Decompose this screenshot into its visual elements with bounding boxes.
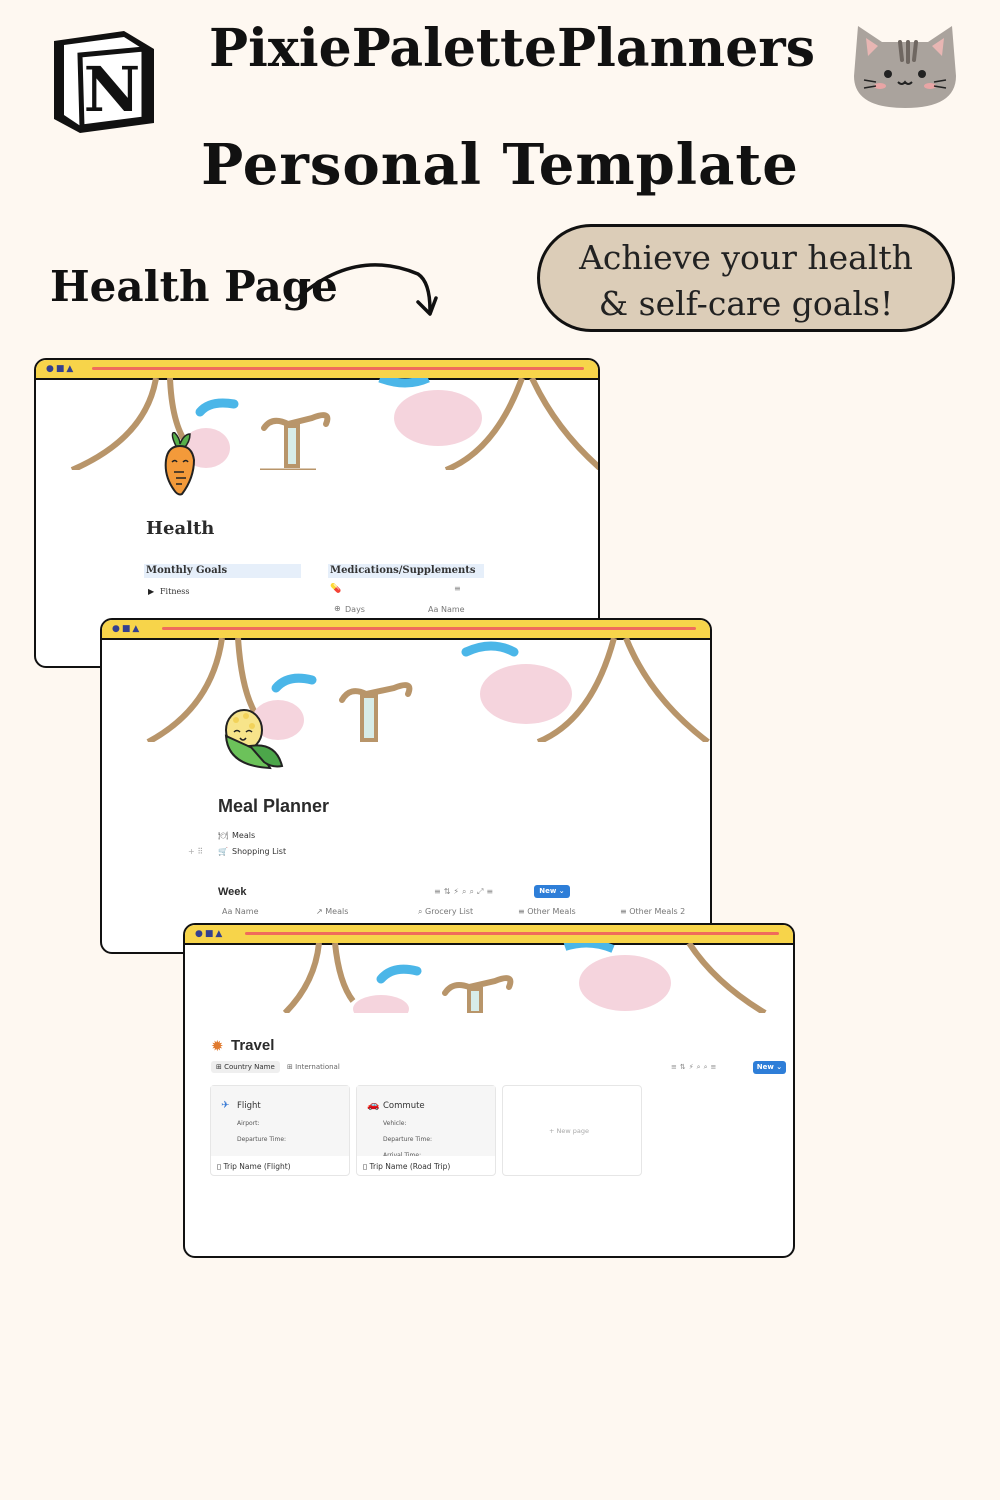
- days-column-header: Days: [345, 605, 365, 614]
- shopping-list-link[interactable]: Shopping List: [232, 847, 287, 856]
- new-page-label: + New page: [549, 1127, 589, 1135]
- meals-column-header: ↗ Meals: [316, 907, 349, 916]
- template-subtitle: Personal Template: [201, 132, 799, 198]
- column-label: Grocery List: [425, 907, 474, 916]
- card-heading: Commute: [383, 1101, 425, 1111]
- tab-country-name[interactable]: ⊞ Country Name: [211, 1061, 280, 1073]
- meal-planner-window: [100, 618, 712, 954]
- window-controls-icon[interactable]: ●■▲: [195, 929, 225, 939]
- cover-art: [185, 943, 795, 1013]
- card-footer: ▯ Trip Name (Road Trip): [363, 1162, 451, 1171]
- card-footer-label: Trip Name (Flight): [223, 1162, 291, 1171]
- toolbar-icons[interactable]: ≡⇅⚡⌕⌕⤢≡: [434, 887, 497, 896]
- name-column-header: Name: [441, 605, 465, 614]
- pill-icon: 💊: [330, 584, 342, 594]
- fitness-toggle[interactable]: Fitness: [160, 587, 190, 596]
- sun-icon: ✹: [211, 1037, 224, 1055]
- tagline-line1: Achieve your health: [579, 238, 913, 277]
- column-label: Name: [234, 907, 259, 916]
- tab-label: Country Name: [224, 1063, 275, 1071]
- cat-face-icon: [850, 16, 960, 112]
- window-controls-icon[interactable]: ●■▲: [46, 364, 76, 374]
- tagline-line2: & self-care goals!: [598, 284, 894, 323]
- database-title: Week: [218, 886, 247, 898]
- drag-handle-icon[interactable]: + ⠿: [188, 847, 204, 856]
- card-footer-label: Trip Name (Road Trip): [369, 1162, 451, 1171]
- section-label: Health Page: [50, 262, 338, 311]
- new-page-card[interactable]: [502, 1085, 642, 1176]
- address-bar: [92, 367, 584, 370]
- cart-icon: 🛒: [218, 847, 228, 856]
- tagline-pill: [537, 224, 955, 332]
- page-title: Meal Planner: [218, 796, 330, 816]
- meals-link[interactable]: Meals: [232, 831, 256, 840]
- new-button-label: New: [539, 887, 557, 895]
- flight-card[interactable]: [210, 1085, 350, 1176]
- other-meals-column-header: ≡ Other Meals: [518, 907, 576, 916]
- tab-label: International: [295, 1063, 340, 1071]
- plate-icon: 🍽: [218, 831, 229, 840]
- airplane-icon: ✈: [221, 1100, 230, 1111]
- card-preview: [211, 1086, 349, 1156]
- toggle-arrow-icon[interactable]: ▶: [148, 587, 155, 596]
- window-controls-icon[interactable]: ●■▲: [112, 624, 142, 634]
- cover-art: [36, 378, 600, 470]
- card-footer: ▯ Trip Name (Flight): [217, 1162, 291, 1171]
- address-bar: [245, 932, 779, 935]
- card-field: Airport:: [237, 1120, 260, 1127]
- card-field: Departure Time:: [237, 1136, 287, 1143]
- window-bar: [36, 360, 598, 380]
- address-bar: [162, 627, 696, 630]
- svg-text:N: N: [83, 53, 141, 126]
- days-column-icon: ⊕: [334, 604, 341, 613]
- card-field: Arrival Time:: [383, 1152, 422, 1156]
- new-button[interactable]: New ⌄: [534, 885, 570, 898]
- window-bar: [185, 925, 793, 945]
- card-heading: Flight: [237, 1101, 261, 1111]
- window-bar: [102, 620, 710, 640]
- cover-art: [102, 638, 712, 742]
- column-label: Other Meals 2: [629, 907, 686, 916]
- brand-title: PixiePalettePlanners: [209, 18, 815, 79]
- column-label: Meals: [325, 907, 349, 916]
- medications-header: Medications/Supplements: [328, 564, 484, 578]
- other-meals-2-column-header: ≡ Other Meals 2: [620, 907, 686, 916]
- toolbar-icons[interactable]: ≡⇅⚡⌕⌕≡: [671, 1063, 720, 1071]
- tab-international[interactable]: ⊞ International: [287, 1063, 340, 1071]
- name-column-icon: Aa: [428, 605, 439, 614]
- commute-card[interactable]: [356, 1085, 496, 1176]
- monthly-goals-header: Monthly Goals: [144, 564, 301, 578]
- page-title: Travel: [231, 1037, 275, 1054]
- travel-window: [183, 923, 795, 1258]
- filter-icon[interactable]: ≡: [454, 584, 461, 593]
- card-field: Vehicle:: [383, 1120, 407, 1127]
- curved-arrow-icon: [296, 258, 441, 322]
- new-button[interactable]: New ⌄: [753, 1061, 786, 1074]
- name-column-header: Aa Name: [222, 907, 259, 916]
- card-preview: [357, 1086, 495, 1156]
- new-button-label: New: [756, 1063, 774, 1071]
- grocery-column-header: ⌕ Grocery List: [418, 907, 474, 916]
- column-label: Other Meals: [527, 907, 576, 916]
- car-icon: 🚗: [367, 1100, 380, 1111]
- corn-icon: [220, 706, 286, 772]
- page-title: Health: [146, 518, 215, 539]
- carrot-icon: [162, 432, 198, 496]
- card-field: Departure Time:: [383, 1136, 433, 1143]
